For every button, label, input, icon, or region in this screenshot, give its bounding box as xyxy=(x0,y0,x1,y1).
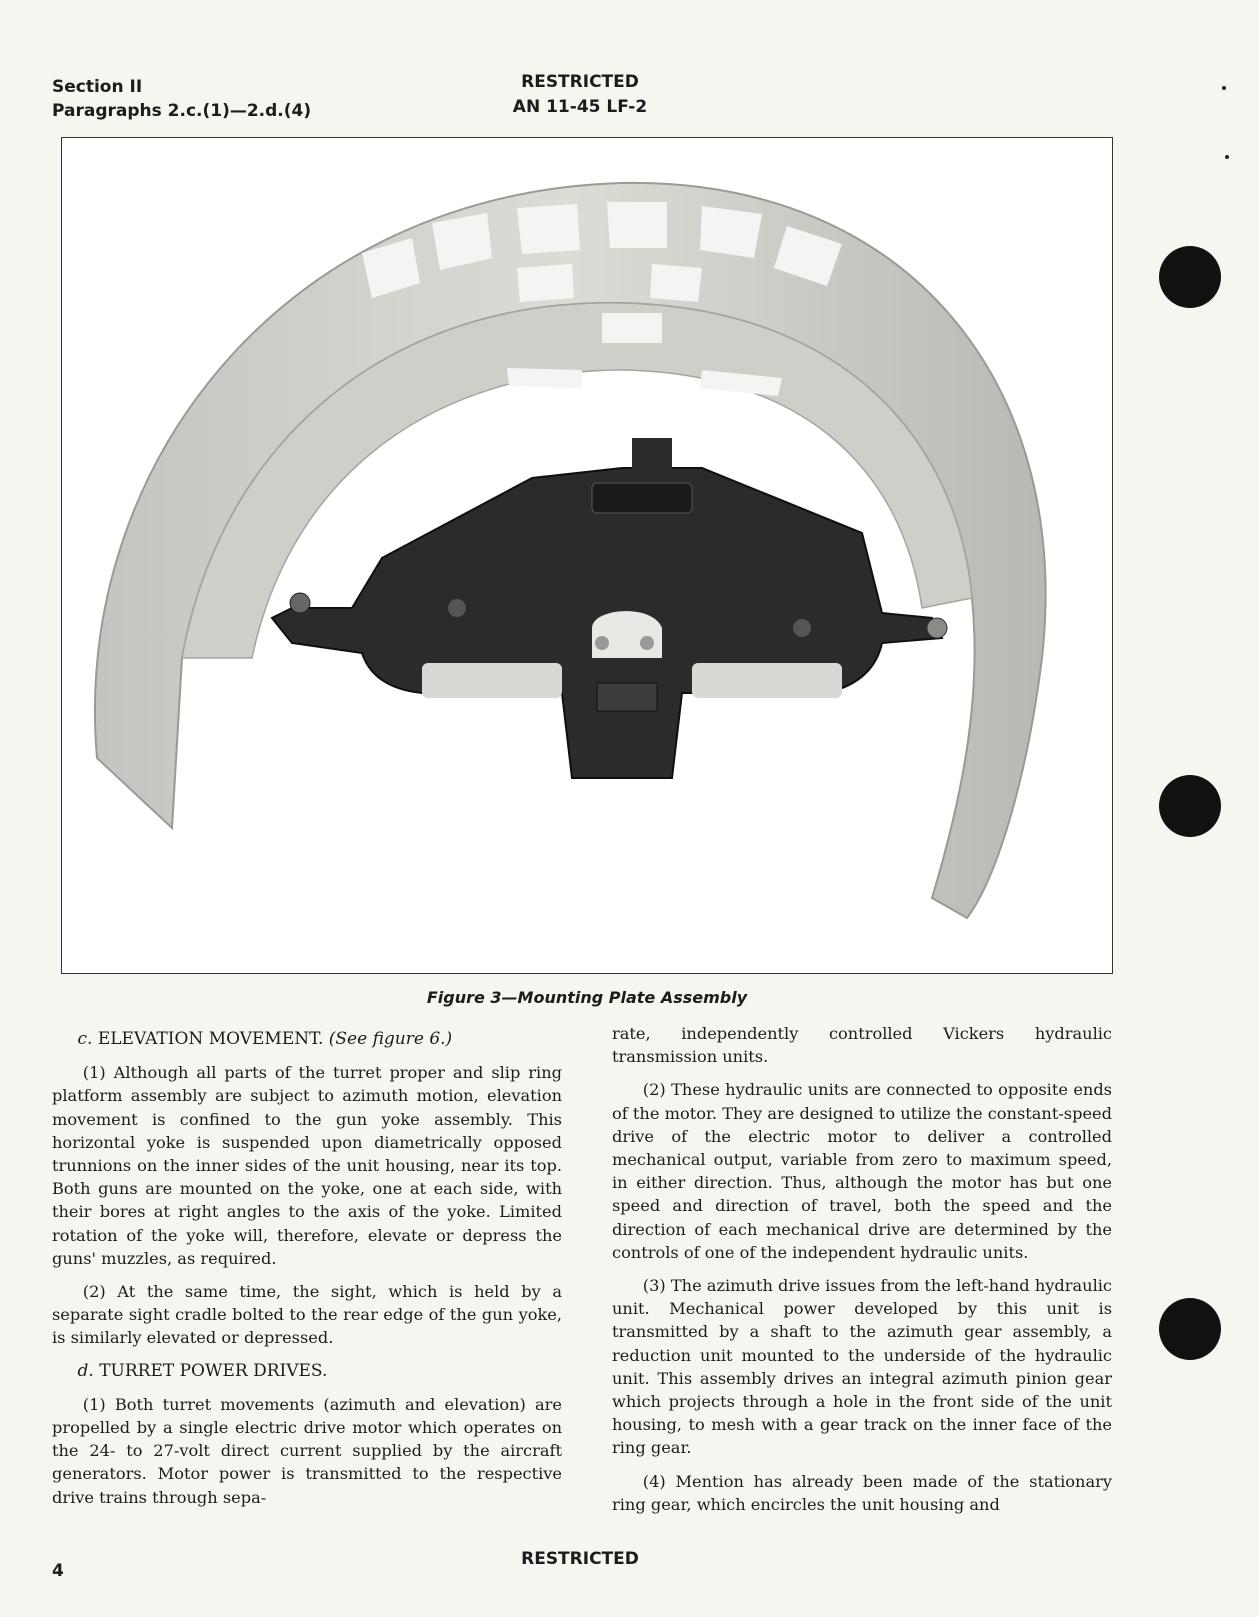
paragraph-c2: (2) At the same time, the sight, which is held by a separate sight cradle bolted to the rear edge of the gun yoke, is similarly elevated or depressed. xyxy=(52,1282,562,1348)
figure-reference: (See figure 6.) xyxy=(328,1029,453,1049)
right-column xyxy=(612,1022,1112,1526)
binder-hole xyxy=(1159,1298,1221,1360)
paragraph-d2: (2) These hydraulic units are connected to opposite ends of the motor. They are designed to utilize the constant-speed drive of the electric motor to deliver a controlled mechanical output, variable from zero to maximum speed, in either direction. Thus, although the motor has but one speed and direction of travel, both the speed and the direction of each mechanical drive are determined by the controls of one of the independent hydraulic units. xyxy=(612,1080,1112,1262)
heading-elevation-movement xyxy=(52,1028,562,1051)
paragraph-d1: (1) Both turret movements (azimuth and elevation) are propelled by a single electric drive motor which operates on the 24- to 27-volt direct current supplied by the aircraft generators. Motor power is transmitted to the respective drive trains through sepa- xyxy=(52,1394,562,1507)
heading-label: d. xyxy=(77,1360,94,1381)
paragraph-c1: (1) Although all parts of the turret proper and slip ring platform assembly are subject to azimuth motion, elevation movement is confined to the gun yoke assembly. This horizontal yoke is suspended upon diametrically opposed trunnions on the inner sides of the unit housing, near its top. Both guns are mounted on the yoke, one at each side, with their bores at right angles to the axis of the yoke. Limited rotation of the yoke will, therefore, elevate or depress the guns' muzzles, as required. xyxy=(52,1063,562,1268)
footer-classification: RESTRICTED xyxy=(521,1549,639,1569)
paragraph-d4: (4) Mention has already been made of the stationary ring gear, which encircles the unit housing and xyxy=(612,1471,1112,1514)
heading-turret-power-drives xyxy=(52,1360,562,1383)
paragraph-d1-continued: rate, independently controlled Vickers hydraulic transmission units. xyxy=(612,1024,1112,1067)
paragraph-d3: (3) The azimuth drive issues from the left-hand hydraulic unit. Mechanical power developed by this unit is transmitted by a shaft to the azimuth gear assembly, a reduction unit mounted to the underside of the hydraulic unit. This assembly drives an integral azimuth pinion gear which projects through a hole in the front side of the unit housing, to mesh with a gear track on the inner face of the ring gear. xyxy=(612,1276,1112,1458)
left-column xyxy=(52,1028,562,1519)
binder-hole xyxy=(1159,775,1221,837)
heading-title: ELEVATION MOVEMENT. xyxy=(97,1029,324,1049)
heading-title: TURRET POWER DRIVES. xyxy=(99,1360,328,1381)
document-header xyxy=(380,70,780,120)
section-header xyxy=(52,75,311,123)
speck-mark xyxy=(1225,155,1229,159)
figure-photo xyxy=(61,137,1113,974)
page-number: 4 xyxy=(52,1561,64,1581)
mounting-plate-illustration xyxy=(62,138,1112,973)
figure-caption: Figure 3—Mounting Plate Assembly xyxy=(426,988,748,1007)
binder-hole xyxy=(1159,246,1221,308)
section-label: Section II xyxy=(52,77,143,97)
paragraphs-label: Paragraphs 2.c.(1)—2.d.(4) xyxy=(52,101,312,121)
heading-label: c. xyxy=(77,1029,93,1049)
document-number: AN 11-45 LF-2 xyxy=(512,97,648,117)
speck-mark xyxy=(1222,86,1226,90)
classification-label: RESTRICTED xyxy=(521,72,639,92)
